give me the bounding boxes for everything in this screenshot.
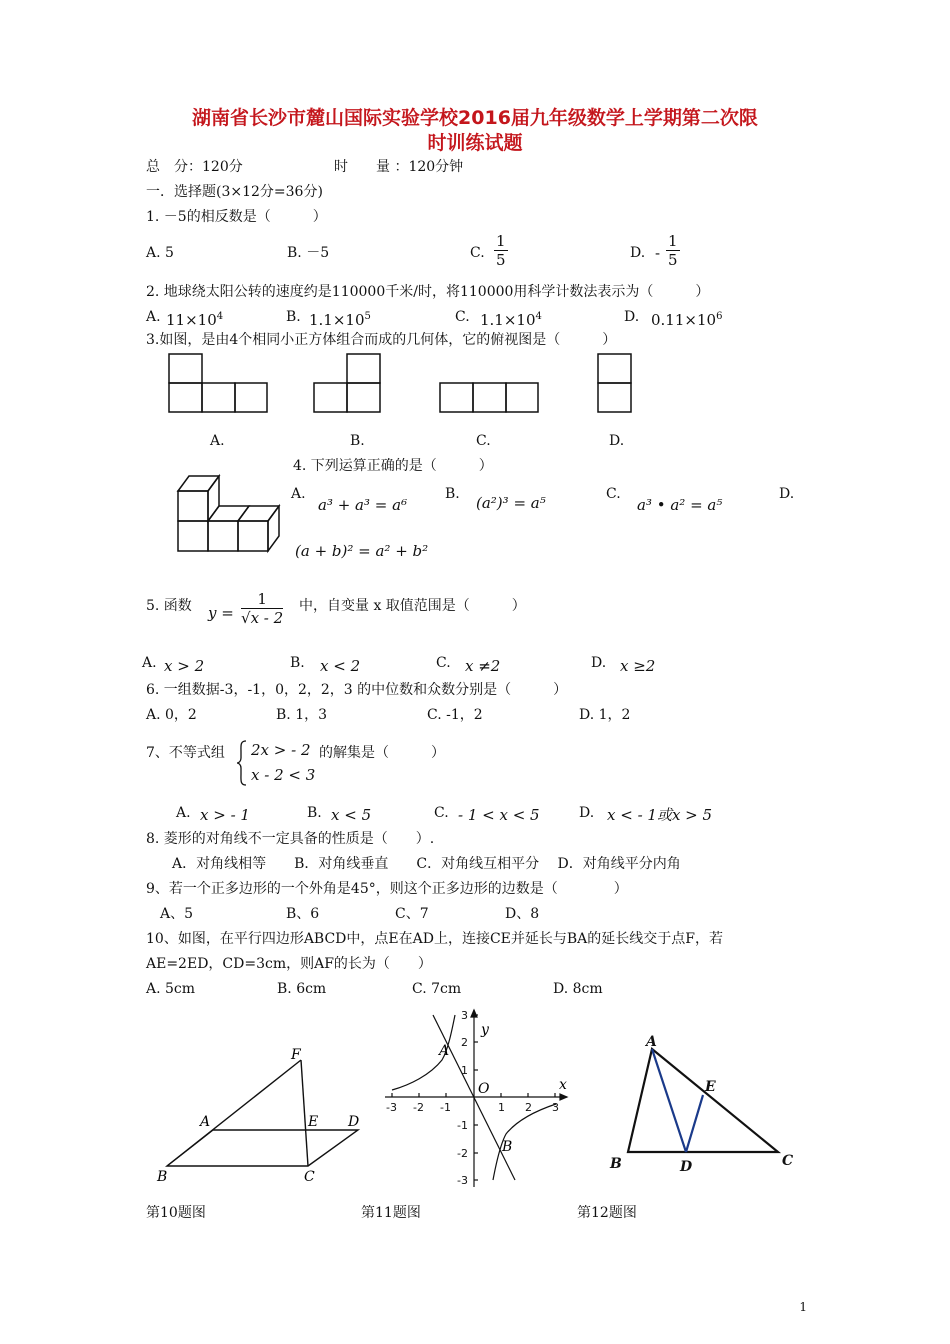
radicand: x - 2	[250, 609, 284, 627]
q4-option-b-expr: (a²)³ = a⁵	[476, 494, 546, 512]
x-tick-label: 1	[498, 1101, 505, 1114]
q2-c-base: 1.1×10	[480, 311, 536, 329]
caption-figure-12: 第12题图	[577, 1205, 637, 1221]
q7-option-a-expr: x > - 1	[200, 806, 250, 824]
q7-stem-post: 的解集是（ ）	[319, 745, 445, 761]
q5-option-b-expr: x < 2	[320, 657, 361, 675]
q7-inequality-1: 2x > - 2	[251, 741, 311, 759]
label-d: D	[348, 1114, 360, 1130]
q6-option-b: B. 1，3	[276, 707, 328, 723]
fraction-denominator: 5	[496, 251, 506, 269]
q4-option-c-expr: a³ • a² = a⁵	[637, 496, 723, 514]
axis-label-y: y	[481, 1022, 489, 1038]
q5-option-b-label: B.	[290, 655, 305, 671]
q5-stem-pre: 5. 函数	[146, 598, 192, 614]
q2-option-c-label: C.	[455, 309, 470, 325]
time-limit: 时 量 ：120分钟	[334, 159, 464, 175]
caption-figure-11: 第11题图	[361, 1205, 421, 1221]
q1-option-a: A. 5	[146, 245, 174, 261]
q4-option-c-label: C.	[606, 486, 621, 502]
q2-option-b-label: B.	[286, 309, 301, 325]
q9-option-a: A、5	[160, 906, 194, 922]
q4-option-b-label: B.	[445, 486, 460, 502]
q6-option-c: C. -1，2	[427, 707, 483, 723]
label-b: B	[610, 1156, 622, 1172]
q2-option-a-label: A.	[146, 309, 161, 325]
label-b: B	[157, 1169, 168, 1185]
label-f: F	[291, 1047, 301, 1063]
q10-option-c: C. 7cm	[412, 981, 462, 997]
y-tick-label: 3	[461, 1009, 468, 1022]
q2-c-exp: 4	[535, 311, 542, 322]
q1-option-d-label: D.	[630, 245, 646, 261]
y-tick-label: -1	[457, 1119, 468, 1132]
title-line-2: 时训练试题	[427, 132, 523, 154]
triangle-abc	[628, 1049, 778, 1152]
label-a: A	[646, 1034, 657, 1050]
q3-label-b: B.	[350, 433, 365, 449]
q2-stem: 2. 地球绕太阳公转的速度约是110000千米/时，将110000用科学计数法表示为（ ）	[146, 284, 710, 300]
q10-stem-line-2: AE=2ED，CD=3cm，则AF的长为（ ）	[146, 956, 432, 972]
q4-option-d-label: D.	[779, 486, 795, 502]
q2-a-exp: 4	[216, 311, 224, 322]
q6-option-a: A. 0，2	[146, 707, 197, 723]
q7-option-d-expr: x < - 1或x > 5	[607, 806, 713, 824]
q3-stem: 3.如图，是由4个相同小正方体组合而成的几何体，它的俯视图是（ ）	[146, 332, 617, 348]
section-heading: 一．选择题(3×12分=36分)	[146, 184, 323, 200]
x-tick-label: -2	[413, 1101, 424, 1114]
q7-option-b-label: B.	[307, 805, 322, 821]
label-e: E	[308, 1114, 319, 1130]
point-b-label: B	[502, 1139, 513, 1155]
q2-b-exp: 5	[364, 311, 371, 322]
title-line-1: 湖南省长沙市麓山国际实验学校2016届九年级数学上学期第二次限	[192, 107, 758, 129]
origin-label: O	[478, 1081, 490, 1097]
q1-option-c-label: C.	[470, 245, 485, 261]
q3-label-a: A.	[210, 433, 225, 449]
x-tick-label: 3	[552, 1101, 559, 1114]
q4-option-d-expr: (a + b)² = a² + b²	[295, 542, 429, 560]
label-c: C	[782, 1153, 794, 1169]
label-e: E	[705, 1079, 716, 1095]
fraction-numerator: 1	[668, 232, 678, 250]
q10-option-b: B. 6cm	[277, 981, 327, 997]
point-a-label: A	[439, 1043, 450, 1059]
caption-figure-10: 第10题图	[146, 1205, 206, 1221]
q5-option-d-expr: x ≥2	[620, 657, 656, 675]
q1-option-d-sign: -	[655, 244, 661, 262]
q2-b-base: 1.1×10	[309, 311, 365, 329]
q10-option-a: A. 5cm	[146, 981, 196, 997]
q10-stem-line-1: 10、如图，在平行四边形ABCD中，点E在AD上，连接CE并延长与BA的延长线交于点F，若	[146, 931, 724, 947]
q7-option-d-label: D.	[579, 805, 595, 821]
q1-option-b: B. －5	[287, 245, 330, 261]
q1-stem: 1. －5的相反数是（ ）	[146, 209, 327, 225]
q9-option-c: C、7	[395, 906, 429, 922]
q5-stem-post: 中，自变量 x 取值范围是（ ）	[299, 598, 526, 614]
q7-option-c-expr: - 1 < x < 5	[458, 806, 540, 824]
segment-ad	[652, 1049, 686, 1152]
q3-label-d: D.	[609, 433, 625, 449]
q2-d-base: 0.11×10	[651, 311, 717, 329]
q5-option-d-label: D.	[591, 655, 607, 671]
q10-option-d: D. 8cm	[553, 981, 603, 997]
x-tick-label: -3	[386, 1101, 397, 1114]
fraction-numerator: 1	[241, 590, 283, 609]
q5-option-a-label: A.	[142, 655, 157, 671]
label-a: A	[200, 1114, 211, 1130]
y-tick-label: 1	[461, 1064, 468, 1077]
q3-label-c: C.	[476, 433, 491, 449]
q7-inequality-2: x - 2 < 3	[251, 766, 316, 784]
q8-options: A．对角线相等 B．对角线垂直 C．对角线互相平分 D．对角线平分内角	[172, 856, 681, 872]
q5-option-c-label: C.	[436, 655, 451, 671]
fraction-denominator: 5	[668, 251, 678, 269]
fraction-denominator: √x - 2	[241, 609, 284, 627]
q5-option-c-expr: x ≠2	[465, 657, 501, 675]
q7-option-a-label: A.	[176, 805, 191, 821]
q4-option-a-expr: a³ + a³ = a⁶	[318, 496, 408, 514]
q4-stem: 4. 下列运算正确的是（ ）	[293, 458, 493, 474]
q9-stem: 9、若一个正多边形的一个外角是45°，则这个正多边形的边数是（ ）	[146, 881, 628, 897]
q7-option-c-label: C.	[434, 805, 449, 821]
axis-label-x: x	[559, 1077, 567, 1093]
fraction-numerator: 1	[496, 232, 506, 250]
q7-stem-pre: 7、不等式组	[146, 745, 225, 761]
q6-option-d: D. 1，2	[579, 707, 631, 723]
label-c: C	[304, 1169, 315, 1185]
q2-d-exp: 6	[716, 311, 723, 322]
q6-stem: 6. 一组数据-3，-1，0，2，2，3 的中位数和众数分别是（ ）	[146, 682, 568, 698]
q8-stem: 8. 菱形的对角线不一定具备的性质是（ ）.	[146, 831, 435, 847]
q5-y-equals: y =	[208, 604, 234, 622]
q7-option-b-expr: x < 5	[331, 806, 372, 824]
q4-option-a-label: A.	[291, 486, 306, 502]
page-number: 1	[799, 1300, 807, 1314]
y-tick-label: -2	[457, 1147, 468, 1160]
q9-option-d: D、8	[505, 906, 540, 922]
y-tick-label: -3	[457, 1174, 468, 1187]
total-score: 总 分：120分	[146, 159, 243, 175]
q2-option-d-label: D.	[624, 309, 640, 325]
q5-option-a-expr: x > 2	[164, 657, 205, 675]
q2-a-base: 11×10	[166, 311, 217, 329]
x-tick-label: 2	[525, 1101, 532, 1114]
y-tick-label: 2	[461, 1036, 468, 1049]
q9-option-b: B、6	[286, 906, 320, 922]
label-d: D	[680, 1159, 693, 1175]
segment-de	[686, 1095, 703, 1152]
x-tick-label: -1	[440, 1101, 451, 1114]
